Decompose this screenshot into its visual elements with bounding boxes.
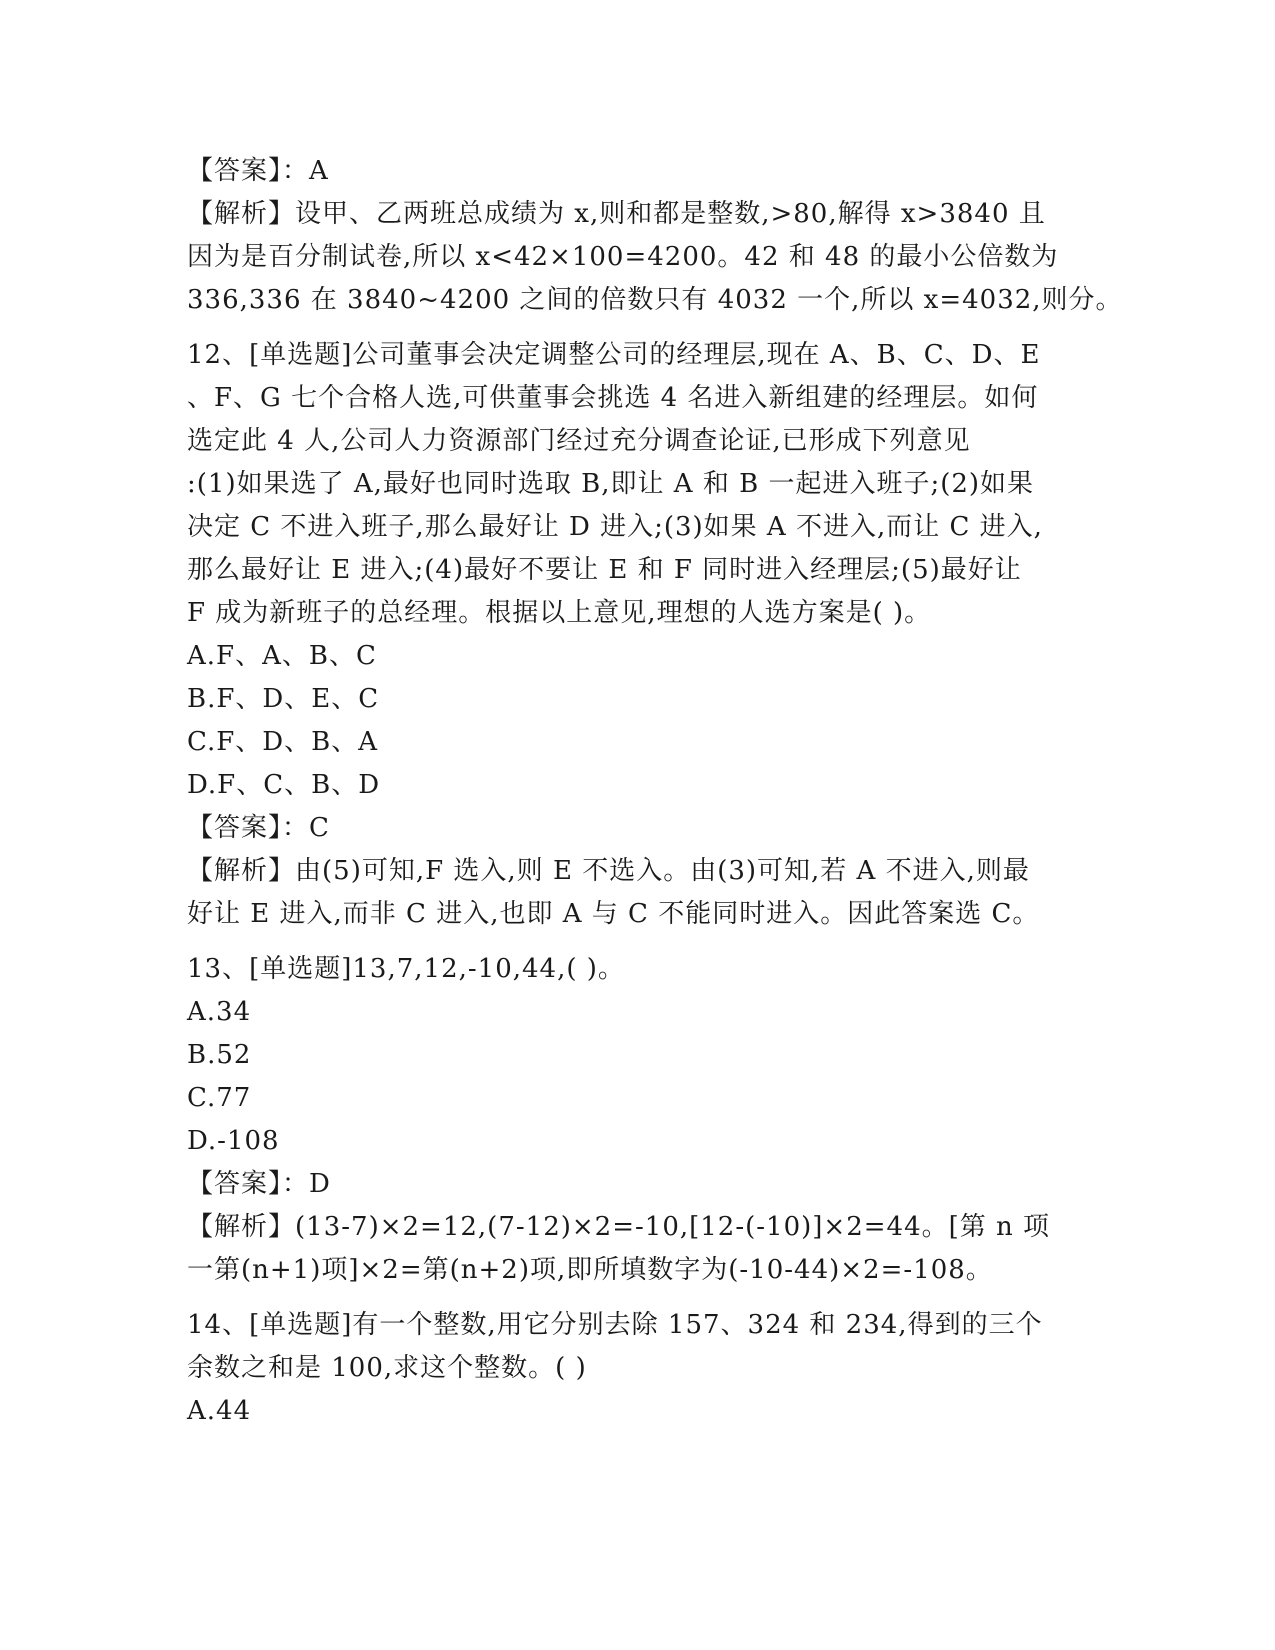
question-stem-line: 余数之和是 100,求这个整数。( ) bbox=[187, 1353, 587, 1383]
analysis-tag: 【解析】 bbox=[187, 199, 296, 229]
answer-line bbox=[187, 150, 1087, 193]
answer-value: ：A bbox=[282, 156, 329, 186]
analysis-line: 好让 E 进入,而非 C 进入,也即 A 与 C 不能同时进入。因此答案选 C。 bbox=[187, 899, 1040, 929]
answer-tag: 【答案】 bbox=[187, 1169, 283, 1199]
answer-tag: 【答案】 bbox=[187, 156, 283, 186]
answer-value: ：C bbox=[282, 813, 330, 843]
analysis-line bbox=[187, 193, 1087, 236]
answer-line bbox=[187, 807, 1087, 850]
option-a: A.34 bbox=[187, 997, 252, 1027]
question-stem-line: F 成为新班子的总经理。根据以上意见,理想的人选方案是( )。 bbox=[187, 598, 932, 628]
question-stem-line: 那么最好让 E 进入;(4)最好不要让 E 和 F 同时进入经理层;(5)最好让 bbox=[187, 555, 1022, 585]
question-stem-line: 、F、G 七个合格人选,可供董事会挑选 4 名进入新组建的经理层。如何 bbox=[187, 383, 1039, 413]
option-b: B.F、D、E、C bbox=[187, 684, 380, 714]
analysis-line: 一第(n+1)项]×2=第(n+2)项,即所填数字为(-10-44)×2=-108。 bbox=[187, 1255, 993, 1285]
answer-value: ：D bbox=[282, 1169, 331, 1199]
option-c: C.F、D、B、A bbox=[187, 727, 379, 757]
option-d: D.-108 bbox=[187, 1126, 280, 1156]
option-a: A.44 bbox=[187, 1396, 252, 1426]
answer-line bbox=[187, 1163, 1087, 1206]
question-stem-line: 12、[单选题]公司董事会决定调整公司的经理层,现在 A、B、C、D、E bbox=[187, 340, 1041, 370]
analysis-line bbox=[187, 1206, 1087, 1249]
analysis-text: 设甲、乙两班总成绩为 x,则和都是整数,>80,解得 x>3840 且 bbox=[295, 199, 1046, 229]
option-b: B.52 bbox=[187, 1040, 252, 1070]
analysis-line: 336,336 在 3840~4200 之间的倍数只有 4032 一个,所以 x=4032,则分。 bbox=[187, 285, 1123, 315]
analysis-line: 因为是百分制试卷,所以 x<42×100=4200。42 和 48 的最小公倍数为 bbox=[187, 242, 1059, 272]
question-stem-line: 决定 C 不进入班子,那么最好让 D 进入;(3)如果 A 不进入,而让 C 进入, bbox=[187, 512, 1043, 542]
option-c: C.77 bbox=[187, 1083, 252, 1113]
analysis-tag: 【解析】 bbox=[187, 1212, 296, 1242]
question-14 bbox=[187, 1304, 1087, 1433]
question-13 bbox=[187, 948, 1087, 1292]
analysis-text: (13-7)×2=12,(7-12)×2=-10,[12-(-10)]×2=44。[第 n 项 bbox=[295, 1212, 1051, 1242]
analysis-tag: 【解析】 bbox=[187, 856, 296, 886]
question-stem-line: 选定此 4 人,公司人力资源部门经过充分调查论证,已形成下列意见 bbox=[187, 426, 971, 456]
document-page bbox=[187, 150, 1123, 1433]
analysis-line bbox=[187, 850, 1087, 893]
answer-tag: 【答案】 bbox=[187, 813, 283, 843]
option-d: D.F、C、B、D bbox=[187, 770, 381, 800]
question-12 bbox=[187, 334, 1087, 936]
option-a: A.F、A、B、C bbox=[187, 641, 377, 671]
question-stem-line: 13、[单选题]13,7,12,-10,44,( )。 bbox=[187, 954, 625, 984]
analysis-text: 由(5)可知,F 选入,则 E 不选入。由(3)可知,若 A 不进入,则最 bbox=[295, 856, 1030, 886]
question-stem-line: 14、[单选题]有一个整数,用它分别去除 157、324 和 234,得到的三个 bbox=[187, 1310, 1043, 1340]
question-stem-line: :(1)如果选了 A,最好也同时选取 B,即让 A 和 B 一起进入班子;(2)如果 bbox=[187, 469, 1035, 499]
